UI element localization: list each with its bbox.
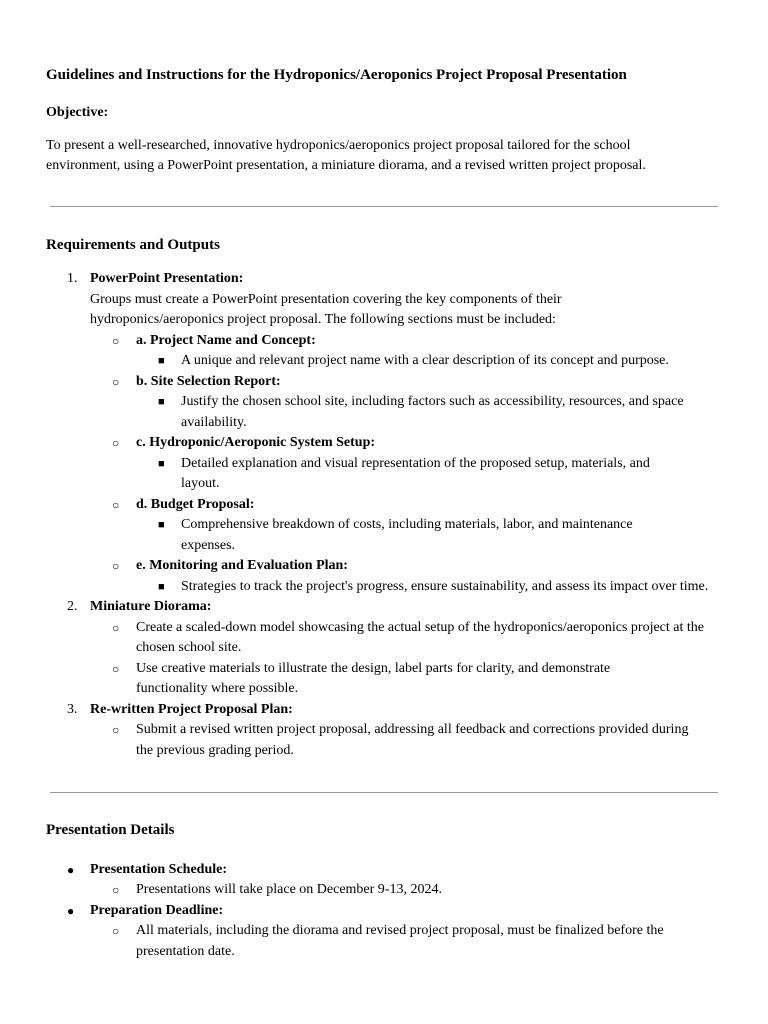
sub-label: e. Monitoring and Evaluation Plan:: [136, 558, 348, 573]
presentation-heading: Presentation Details: [46, 822, 175, 838]
list-item: [136, 392, 722, 433]
list-item: [46, 901, 722, 963]
square-bullet-icon: ■: [158, 519, 165, 531]
list-item: [46, 860, 722, 901]
item-title: Presentation Schedule:: [90, 861, 228, 877]
list-item: [90, 659, 722, 700]
hollow-bullet-icon: ○: [112, 883, 120, 897]
list-number: 2.: [67, 599, 78, 614]
requirements-heading: Requirements and Outputs: [46, 236, 220, 253]
list-number: 3.: [67, 701, 78, 717]
list-item: [90, 921, 722, 962]
hollow-bullet-icon: ○: [112, 661, 120, 676]
square-bullet-icon: ■: [158, 457, 165, 470]
list-item: [90, 331, 722, 372]
hollow-bullet-icon: ○: [112, 497, 120, 512]
document-title: Guidelines and Instructions for the Hydroponics/Aeroponics Project Proposal Presentation: [46, 67, 627, 83]
sublist: [90, 880, 722, 901]
horizontal-rule: [50, 206, 718, 207]
list-item: [90, 433, 722, 495]
sub-detail: Presentations will take place on December 9-13, 2024.: [136, 882, 442, 897]
hollow-bullet-icon: ○: [112, 374, 120, 389]
sublist: [136, 392, 722, 433]
sub-detail: Strategies to track the project's progress, ensure sustainability, and assess its impact over time.: [181, 578, 709, 594]
square-bullet-icon: ■: [158, 396, 165, 408]
list-item: [90, 495, 722, 557]
filled-bullet-icon: ●: [67, 903, 75, 918]
sublist: [136, 454, 722, 495]
objective-text: To present a well-researched, innovative hydroponics/aeroponics project proposal tailored for the school environment, using a PowerPoint presentation, a miniature diorama, and a revised written project proposal.: [46, 137, 646, 173]
sub-label: b. Site Selection Report:: [136, 373, 281, 389]
sublist: [90, 720, 722, 761]
presentation-list: [46, 860, 722, 963]
list-number: 1.: [67, 271, 78, 286]
sublist: [136, 351, 722, 372]
sublist: [90, 331, 722, 598]
hollow-bullet-icon: ○: [112, 723, 120, 737]
filled-bullet-icon: ●: [67, 862, 75, 877]
list-item: [46, 700, 722, 762]
sub-label: c. Hydroponic/Aeroponic System Setup:: [136, 435, 376, 450]
hollow-bullet-icon: ○: [112, 559, 120, 573]
item-title: PowerPoint Presentation:: [90, 271, 244, 286]
list-item: [90, 880, 722, 901]
item-title: Preparation Deadline:: [90, 902, 224, 918]
sub-detail: Submit a revised written project proposal, addressing all feedback and corrections provided during the previous grading period.: [136, 722, 689, 758]
hollow-bullet-icon: ○: [112, 436, 120, 450]
list-item: [90, 556, 722, 597]
sub-label: a. Project Name and Concept:: [136, 332, 316, 348]
list-item: [136, 454, 722, 495]
hollow-bullet-icon: ○: [112, 620, 120, 635]
sub-detail: Detailed explanation and visual representation of the proposed setup, materials, and layout.: [181, 455, 650, 491]
sublist: [136, 577, 722, 598]
sublist: [136, 515, 722, 556]
sub-detail: Comprehensive breakdown of costs, including materials, labor, and maintenance expenses.: [181, 517, 633, 553]
item-title: Re-written Project Proposal Plan:: [90, 701, 293, 717]
hollow-bullet-icon: ○: [112, 924, 120, 938]
list-item: [90, 720, 722, 761]
square-bullet-icon: ■: [158, 580, 165, 593]
list-item: [46, 269, 722, 597]
sub-detail: All materials, including the diorama and revised project proposal, must be finalized before the presentation date.: [136, 923, 664, 959]
sub-detail: Create a scaled-down model showcasing the actual setup of the hydroponics/aeroponics project at the chosen school site.: [136, 619, 704, 655]
sublist: [90, 618, 722, 700]
sublist: [90, 921, 722, 962]
hollow-bullet-icon: ○: [112, 333, 120, 348]
sub-detail: Justify the chosen school site, including factors such as accessibility, resources, and space availability.: [181, 394, 684, 430]
item-title: Miniature Diorama:: [90, 599, 212, 614]
sub-label: d. Budget Proposal:: [136, 496, 255, 512]
horizontal-rule: [50, 792, 718, 793]
sub-detail: Use creative materials to illustrate the design, label parts for clarity, and demonstrate functionality where possible.: [136, 660, 611, 696]
list-item: [136, 351, 722, 372]
list-item: [136, 577, 722, 598]
list-item: [46, 597, 722, 700]
square-bullet-icon: ■: [158, 355, 165, 367]
objective-heading: Objective:: [46, 105, 109, 120]
requirements-list: [46, 269, 722, 761]
sub-detail: A unique and relevant project name with a clear description of its concept and purpose.: [181, 353, 669, 368]
item-intro: Groups must create a PowerPoint presentation covering the key components of their hydroponics/aeroponics project proposal. The following sections must be included:: [90, 291, 562, 327]
list-item: [90, 618, 722, 659]
list-item: [136, 515, 722, 556]
list-item: [90, 372, 722, 434]
